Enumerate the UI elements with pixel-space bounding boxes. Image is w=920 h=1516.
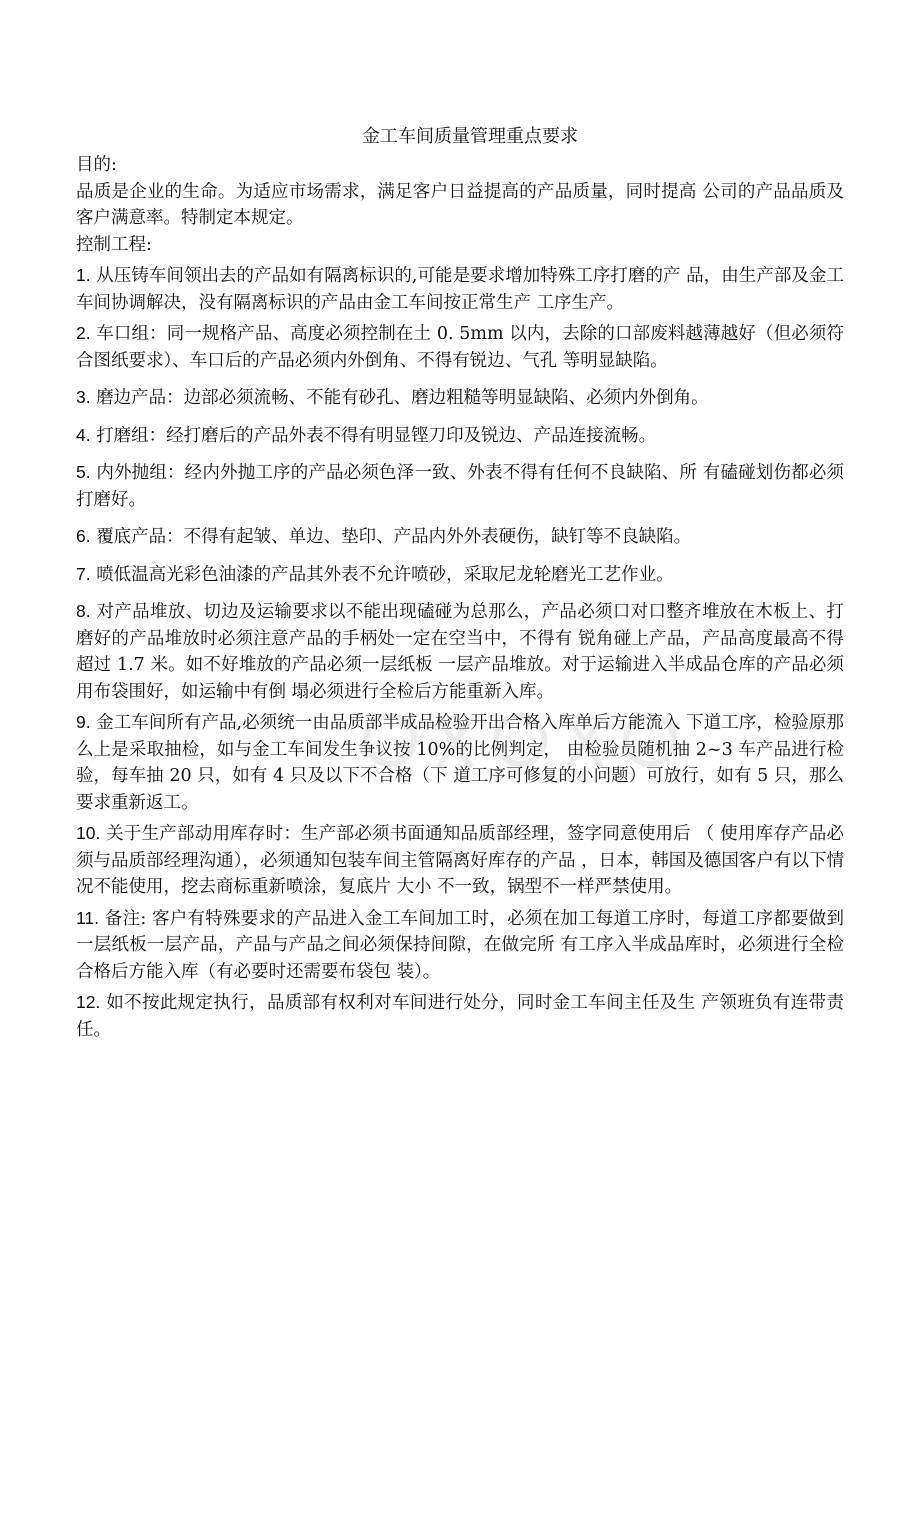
control-items-list xyxy=(76,262,844,1043)
item-text: 内外抛组：经内外抛工序的产品必须色泽一致、外表不得有任何不良缺陷、所 有磕碰划伤都必须打磨好。 xyxy=(76,463,844,510)
purpose-text: 品质是企业的生命。为适应市场需求，满足客户日益提高的产品质量，同时提高 公司的产品品质及客户满意率。特制定本规定。 xyxy=(76,181,844,228)
item-text: 车口组：同一规格产品、高度必须控制在土 0. 5mm 以内，去除的口部废料越薄越好（但必须符合图纸要求）、车口后的产品必须内外倒角、不得有锐边、气孔 等明显缺陷。 xyxy=(76,324,844,371)
list-item xyxy=(76,989,844,1043)
item-number: 11. xyxy=(76,907,100,928)
item-number: 12. xyxy=(76,992,101,1012)
list-item xyxy=(76,820,844,901)
item-number: 6. xyxy=(76,526,91,546)
item-number: 5. xyxy=(76,462,91,482)
item-text: 覆底产品：不得有起皱、单边、垫印、产品内外外表硬伤，缺钉等不良缺陷。 xyxy=(96,527,692,547)
item-text: 对产品堆放、切边及运输要求以不能出现磕碰为总那么，产品必须口对口整齐堆放在木板上、打磨好的产品堆放时必须注意产品的手柄处一定在空当中，不得有 锐角碰上产品，产品高度最高不得超过 1.7 米。如不好堆放的产品必须一层纸板 一层产品堆放。对于运输进入半成品仓库的产品必须用布袋围好，如运输中有倒 塌必须进行全检后方能重新入库。 xyxy=(76,602,844,702)
item-text: 从压铸车间领出去的产品如有隔离标识的,可能是要求增加特殊工序打磨的产 品，由生产部及金工车间协调解决，没有隔离标识的产品由金工车间按正常生产 工序生产。 xyxy=(76,266,844,313)
item-number: 3. xyxy=(76,387,91,407)
item-text: 打磨组：经打磨后的产品外表不得有明显铿刀印及锐边、产品连接流畅。 xyxy=(96,425,657,446)
list-item xyxy=(76,262,844,316)
list-item xyxy=(76,598,844,705)
item-text: 喷低温高光彩色油漆的产品其外表不允许喷砂，采取尼龙轮磨光工艺作业。 xyxy=(96,564,674,585)
list-item xyxy=(76,905,844,986)
item-number: 8. xyxy=(76,601,91,621)
document-page xyxy=(76,122,844,1043)
list-item xyxy=(76,561,844,589)
item-number: 10. xyxy=(76,823,101,843)
list-item xyxy=(76,459,844,513)
list-item xyxy=(76,320,844,374)
item-text: 磨边产品：边部必须流畅、不能有砂孔、磨边粗糙等明显缺陷、必须内外倒角。 xyxy=(96,388,709,408)
item-number: 7. xyxy=(76,563,91,584)
list-item xyxy=(76,709,844,816)
list-item xyxy=(76,384,844,412)
item-number: 9. xyxy=(76,712,91,732)
control-heading: 控制工程: xyxy=(76,234,152,255)
item-text: 如不按此规定执行，品质部有权利对车间进行处分，同时金工车间主任及生 产领班负有连带责任。 xyxy=(76,993,844,1040)
list-item xyxy=(76,523,844,551)
item-text: 关于生产部动用库存时：生产部必须书面通知品质部经理，签字同意使用后 （ 使用库存产品必须与品质部经理沟通），必须通知包装车间主管隔离好库存的产品 ，日本，韩国及德国客户有以下情况不能使用，挖去商标重新喷涂，复底片 大小 不一致，锅型不一样严禁使用。 xyxy=(76,824,844,897)
item-number: 1. xyxy=(76,265,91,285)
document-title: 金工车间质量管理重点要求 xyxy=(362,126,578,147)
item-number: 4. xyxy=(76,424,91,445)
item-text: 金工车间所有产品,必须统一由品质部半成品检验开出合格入库单后方能流入 下道工序，检验原那么上是采取抽检，如与金工车间发生争议按 10%的比例判定， 由检验员随机抽 2~3 车产品进行检验，每车抽 20 只，如有 4 只及以下不合格（下 道工序可修复的小问题）可放行，如有 5 只，那么要求重新返工。 xyxy=(76,713,844,813)
purpose-heading: 目的: xyxy=(76,155,117,175)
list-item xyxy=(76,422,844,450)
item-text: 备注: 客户有特殊要求的产品进入金工车间加工时，必须在加工每道工序时，每道工序都要做到一层纸板一层产品，产品与产品之间必须保持间隙，在做完所 有工序入半成品库时，必须进行全检合格后方能入库（有必要时还需要布袋包 装）。 xyxy=(76,908,844,982)
item-number: 2. xyxy=(76,323,91,343)
